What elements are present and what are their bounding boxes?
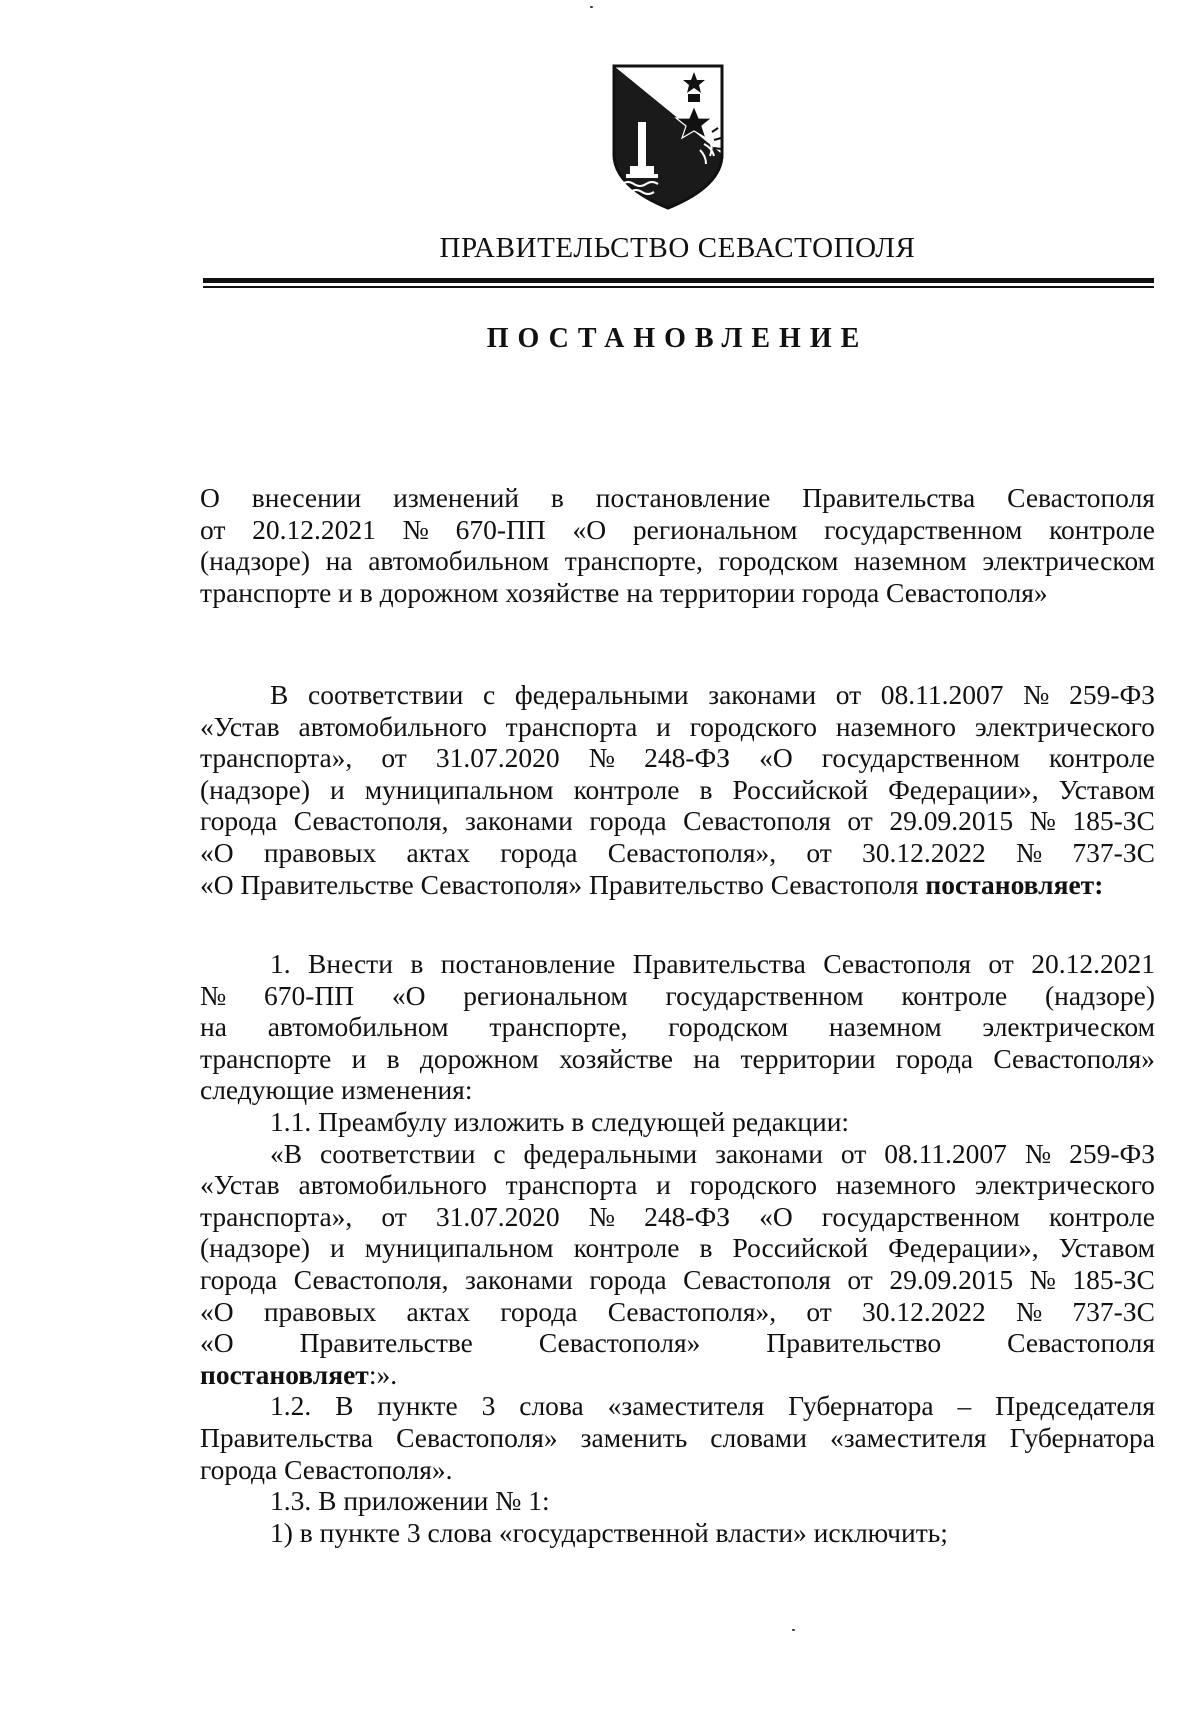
word: соответствии: [320, 1137, 476, 1169]
word: транспорте,: [489, 1011, 628, 1043]
word: города: [200, 1263, 278, 1295]
word: Севастополя,: [293, 805, 449, 837]
word: 259-ФЗ: [1069, 679, 1155, 710]
word: 30.12.2022: [861, 1295, 986, 1327]
word: правовых: [263, 836, 377, 868]
word: соответствии: [308, 679, 464, 710]
title-line: [200, 545, 1155, 577]
title-line: [200, 482, 1155, 514]
word: федеральными: [523, 1137, 698, 1169]
word: от: [200, 513, 226, 545]
body-line: [200, 948, 1155, 980]
word: автомобильного: [298, 1169, 487, 1201]
word: 259-ФЗ: [1069, 1137, 1155, 1169]
body-line: города Севастополя».: [200, 1453, 453, 1485]
word: от: [381, 742, 407, 774]
word: –: [957, 1390, 972, 1422]
word: 29.09.2015: [889, 805, 1014, 837]
preamble-line: [200, 711, 1155, 743]
word: «О: [572, 513, 607, 545]
word: №: [1015, 836, 1043, 868]
word: наземного: [835, 1169, 957, 1201]
word: Севастополя»: [993, 1042, 1155, 1074]
word: Севастополя: [1007, 482, 1155, 513]
word: 737-ЗС: [1072, 1295, 1155, 1327]
word: Севастополя: [683, 805, 831, 837]
word: наземном: [828, 1011, 942, 1043]
word: 737-ЗС: [1072, 836, 1155, 868]
word: №: [588, 742, 615, 774]
word: электрического: [974, 710, 1155, 742]
word: дорожном: [419, 1042, 539, 1074]
document-type: ПОСТАНОВЛЕНИЕ: [486, 323, 869, 354]
title-line: транспорте и в дорожном хозяйстве на территории города Севастополя»: [200, 576, 1048, 608]
body-bold-word: постановляет: [200, 1358, 369, 1390]
word: постановление: [595, 482, 771, 513]
word: №: [402, 513, 429, 545]
word: на: [693, 1042, 721, 1074]
word: в: [386, 1042, 400, 1074]
word: города: [200, 805, 278, 837]
word: от: [847, 805, 873, 837]
word: городском: [718, 545, 839, 577]
word: «заместителя: [829, 1421, 987, 1453]
preamble-line: «О Правительстве Севастополя» Правительство Севастополя постановляет:: [200, 868, 1104, 900]
word: автомобильном: [267, 1011, 449, 1043]
word: 3: [481, 1390, 496, 1422]
word: автомобильного: [298, 710, 487, 742]
word: №: [1024, 1137, 1052, 1169]
body-line: [200, 1138, 1155, 1170]
word: Севастополя»: [396, 1421, 558, 1453]
word: законами: [464, 1263, 573, 1295]
word: контроле: [1049, 1200, 1155, 1232]
word: 31.07.2020: [435, 1200, 560, 1232]
word: городском: [668, 1011, 789, 1043]
word: Председателя: [995, 1390, 1155, 1422]
word: от: [840, 1137, 867, 1169]
word: «О: [759, 1200, 793, 1232]
preamble-bold-tail: постановляет:: [925, 868, 1104, 900]
scan-speck: [792, 1629, 795, 1631]
word: муниципальном: [364, 1232, 554, 1264]
word: транспорте: [200, 1042, 332, 1074]
word: «Устав: [200, 710, 280, 742]
body-line: 1) в пункте 3 слова «государственной власти» исключить;: [270, 1516, 948, 1548]
word: Правительство: [766, 1327, 942, 1359]
preamble-line: [200, 774, 1155, 806]
body-line: постановляет :».: [200, 1358, 398, 1390]
word: контроле: [573, 1232, 680, 1264]
word: 29.09.2015: [889, 1263, 1014, 1295]
word: 248-ФЗ: [644, 742, 730, 774]
word: 20.12.2021: [1031, 948, 1155, 979]
word: «О: [759, 742, 793, 774]
word: от: [847, 1263, 873, 1295]
word: №: [1023, 679, 1050, 710]
word: транспорта»,: [200, 1200, 353, 1232]
word: «О: [391, 979, 426, 1011]
word: Севастополя»,: [607, 836, 777, 868]
word: словами: [710, 1421, 807, 1453]
word: от: [835, 679, 862, 710]
scan-speck: [590, 6, 593, 8]
word: города: [589, 805, 667, 837]
word: автомобильном: [368, 545, 550, 577]
word: в: [550, 482, 564, 513]
word: законами: [708, 679, 817, 710]
word: городского: [689, 710, 817, 742]
word: «В: [270, 1137, 303, 1169]
body-line: [200, 1327, 1155, 1359]
word: изменений: [393, 482, 519, 513]
word: Севастополя,: [293, 1263, 449, 1295]
word: 185-ЗС: [1072, 805, 1155, 837]
word: контроле: [1049, 513, 1155, 545]
word: 1.2.: [270, 1390, 312, 1422]
body-line: [200, 1201, 1155, 1233]
word: государственном: [821, 1200, 1020, 1232]
word: города: [589, 1263, 667, 1295]
word: постановление: [440, 948, 616, 979]
word: в: [699, 773, 713, 805]
header-divider-thin: [203, 286, 1154, 288]
word: (надзоре): [200, 773, 310, 805]
word: города: [500, 836, 578, 868]
word: региональном: [632, 513, 798, 545]
preamble-line: [200, 679, 1155, 711]
word: Внести: [308, 948, 393, 979]
word: федеральными: [514, 679, 689, 710]
word: в: [410, 948, 424, 979]
word: Уставом: [1058, 773, 1155, 805]
word: правовых: [263, 1295, 377, 1327]
word: региональном: [463, 979, 628, 1011]
word: №: [1029, 805, 1056, 837]
word: транспорта: [505, 710, 638, 742]
word: 670-ПП: [455, 513, 546, 545]
word: Губернатора: [1009, 1421, 1155, 1453]
word: Уставом: [1058, 1232, 1155, 1264]
body-line: [200, 1390, 1155, 1422]
word: №: [1015, 1295, 1043, 1327]
word: Севастополя»,: [607, 1295, 777, 1327]
word: и: [330, 773, 345, 805]
word: (надзоре): [200, 1232, 310, 1264]
word: 670-ПП: [264, 979, 355, 1011]
word: Севастополя»: [538, 1327, 701, 1359]
word: В: [335, 1390, 354, 1422]
word: Правительства: [632, 948, 806, 979]
word: Федерации»,: [888, 1232, 1039, 1264]
word: Федерации»,: [888, 773, 1039, 805]
word: и: [656, 1169, 671, 1201]
header-divider-thick: [203, 278, 1154, 283]
body-line: [200, 1011, 1155, 1043]
word: на: [325, 545, 353, 577]
word: «О: [200, 1327, 234, 1359]
word: хозяйстве: [559, 1042, 673, 1074]
preamble-line: [200, 742, 1155, 774]
word: и: [330, 1232, 345, 1264]
word: слова: [519, 1390, 584, 1422]
word: от: [806, 1295, 832, 1327]
body-line: [200, 1296, 1155, 1328]
word: муниципальном: [364, 773, 554, 805]
body-line: [200, 1232, 1155, 1264]
word: и: [351, 1042, 367, 1074]
word: на: [200, 1011, 227, 1043]
word: (надзоре): [1045, 979, 1155, 1011]
word: с: [483, 679, 496, 710]
body-section: [200, 948, 1155, 1548]
word: «Устав: [200, 1169, 280, 1201]
word: законами: [715, 1137, 823, 1169]
word: территории: [740, 1042, 876, 1074]
preamble-paragraph: [200, 679, 1155, 900]
word: внесении: [251, 482, 362, 513]
word: контроле: [1049, 742, 1155, 774]
document-title: [200, 482, 1155, 608]
organization-name: ПРАВИТЕЛЬСТВО СЕВАСТОПОЛЯ: [439, 232, 916, 264]
word: и: [656, 710, 671, 742]
word: от: [381, 1200, 407, 1232]
word: №: [1029, 1263, 1056, 1295]
word: 185-ЗС: [1072, 1263, 1155, 1295]
word: №: [588, 1200, 615, 1232]
word: 1.: [270, 948, 291, 979]
word: Севастополя: [823, 948, 971, 979]
word: актах: [406, 1295, 471, 1327]
coat-of-arms-emblem: [608, 62, 728, 212]
word: «О: [200, 1295, 234, 1327]
word: государственном: [665, 979, 864, 1011]
word: транспорта: [505, 1169, 638, 1201]
word: №: [200, 979, 227, 1011]
word: Правительстве: [299, 1327, 473, 1359]
word: транспорта»,: [200, 742, 353, 774]
word: В: [270, 679, 289, 710]
word: 08.11.2007: [884, 1137, 1007, 1169]
word: от: [806, 836, 832, 868]
word: наземного: [835, 710, 957, 742]
word: города: [500, 1295, 578, 1327]
word: «заместителя: [607, 1390, 765, 1422]
word: актах: [406, 836, 471, 868]
word: государственном: [821, 742, 1020, 774]
word: (надзоре): [200, 545, 310, 577]
word: Российской: [732, 1232, 869, 1264]
body-line: [200, 1169, 1155, 1201]
word: контроле: [901, 979, 1008, 1011]
word: от: [988, 948, 1014, 979]
word: заменить: [580, 1421, 688, 1453]
word: «О: [200, 836, 234, 868]
title-line: [200, 514, 1155, 546]
word: Правительства: [200, 1421, 374, 1453]
body-line: 1.3. В приложении № 1:: [270, 1485, 550, 1517]
word: Севастополя: [1007, 1327, 1155, 1359]
word: с: [493, 1137, 506, 1169]
word: 20.12.2021: [252, 513, 376, 545]
word: транспорте,: [564, 545, 703, 577]
word: города: [895, 1042, 974, 1074]
word: Севастополя: [683, 1263, 831, 1295]
word: электрическом: [982, 1011, 1155, 1043]
word: государственном: [824, 513, 1023, 545]
word: 31.07.2020: [435, 742, 560, 774]
word: законами: [464, 805, 573, 837]
word: электрическом: [982, 545, 1155, 577]
body-line: [200, 1422, 1155, 1454]
word: Российской: [732, 773, 869, 805]
word: пункте: [377, 1390, 458, 1422]
body-line: [200, 1043, 1155, 1075]
preamble-line: [200, 837, 1155, 869]
word: 08.11.2007: [880, 679, 1004, 710]
word: контроле: [573, 773, 680, 805]
body-line: следующие изменения:: [200, 1074, 473, 1106]
word: Губернатора: [788, 1390, 934, 1422]
word: Правительства: [802, 482, 976, 513]
word: 30.12.2022: [861, 836, 986, 868]
body-line: [200, 980, 1155, 1012]
word: электрического: [974, 1169, 1155, 1201]
word: О: [200, 482, 220, 513]
word: наземном: [854, 545, 967, 577]
word: 248-ФЗ: [644, 1200, 730, 1232]
word: городского: [689, 1169, 817, 1201]
body-line: [200, 1264, 1155, 1296]
word: в: [699, 1232, 713, 1264]
body-line: 1.1. Преамбулу изложить в следующей редакции:: [270, 1105, 850, 1137]
preamble-line: [200, 805, 1155, 837]
